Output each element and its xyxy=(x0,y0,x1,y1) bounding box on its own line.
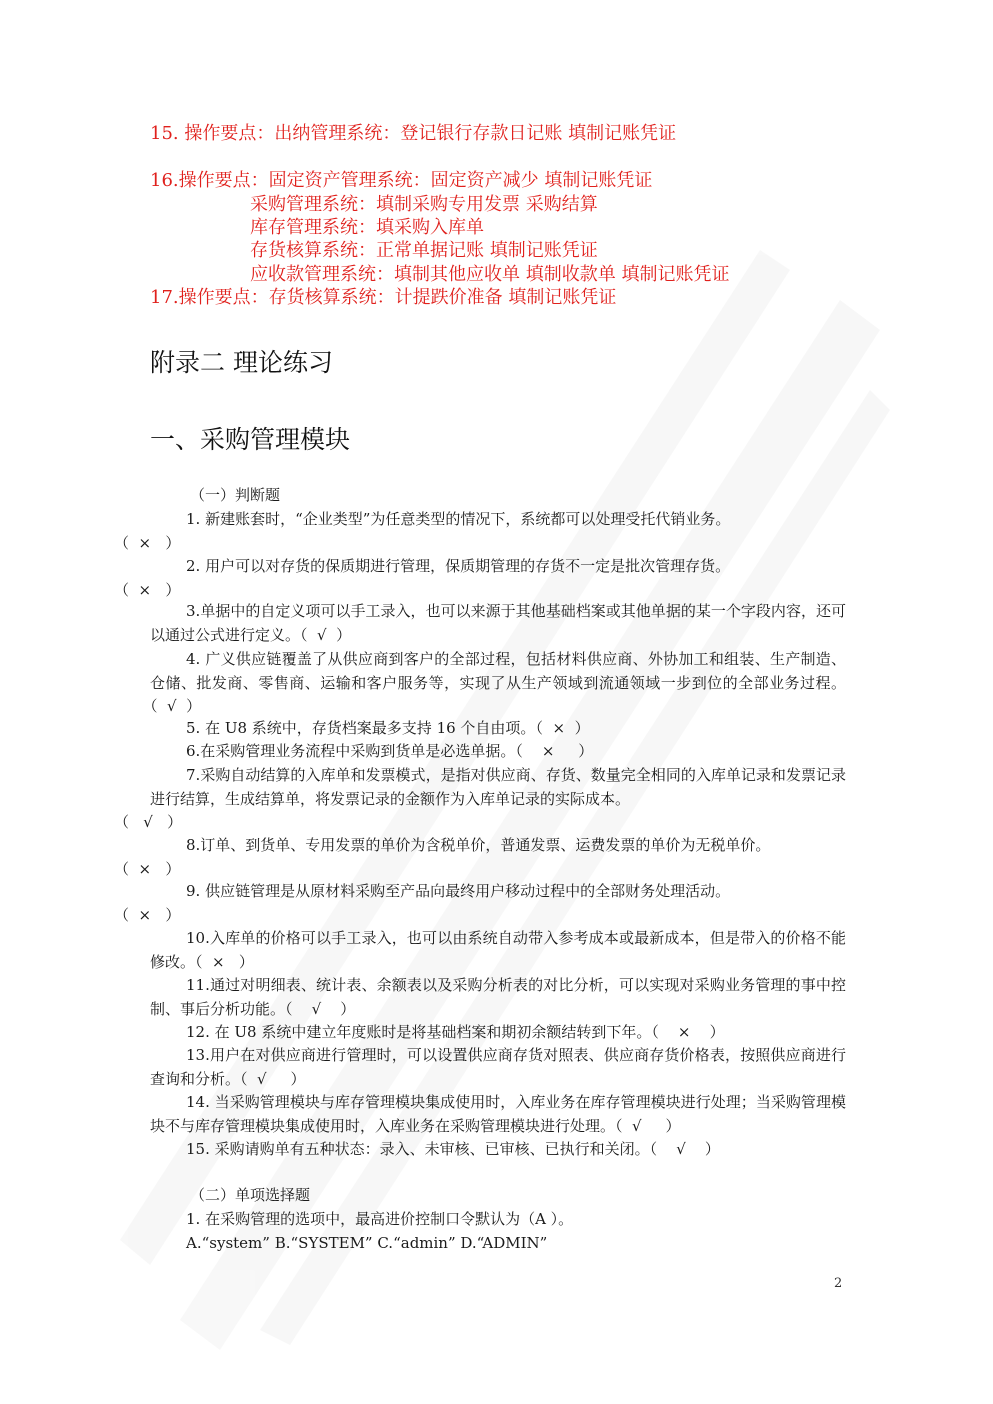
item-answer: （ × ） xyxy=(114,580,181,599)
item-text: 9. 供应链管理是从原材料采购至产品向最终用户移动过程中的全部财务处理活动。 xyxy=(186,882,731,900)
item-text: 4. 广义供应链覆盖了从供应商到客户的全部过程，包括材料供应商、外协加工和组装、生产制造、仓储、批发商、零售商、运输和客户服务等，实现了从生产领域到流通领域一步到位的全部业务过程。 xyxy=(150,650,846,692)
judgement-item xyxy=(114,555,846,602)
item-text: 14. 当采购管理模块与库存管理模块集成使用时，入库业务在库存管理模块进行处理；当采购管理模块不与库存管理模块集成使用时，入库业务在采购管理模块进行处理。 xyxy=(150,1093,846,1135)
item-text: 7.采购自动结算的入库单和发票模式，是指对供应商、存货、数量完全相同的入库单记录和发票记录进行结算，生成结算单，将发票记录的金额作为入库单记录的实际成本。 xyxy=(150,766,846,808)
judgement-item xyxy=(150,717,846,741)
item-text: 12. 在 U8 系统中建立年度账时是将基础档案和期初余额结转到下年。 xyxy=(186,1023,652,1041)
item-text: 2. 用户可以对存货的保质期进行管理，保质期管理的存货不一定是批次管理存货。 xyxy=(186,557,731,575)
single-choice-question: 1. 在采购管理的选项中，最高进价控制口令默认为（A ）。 xyxy=(186,1210,574,1228)
judgement-item xyxy=(150,648,846,719)
item-answer: （ √ ） xyxy=(649,1140,720,1158)
item-text: 13.用户在对供应商进行管理时，可以设置供应商存货对照表、供应商存货价格表，按照供应商进行查询和分析。 xyxy=(150,1046,846,1088)
single-choice-heading: （二）单项选择题 xyxy=(190,1186,311,1204)
judgement-item xyxy=(150,600,846,647)
judgement-item xyxy=(150,740,846,764)
item-text: 1. 新建账套时，“企业类型”为任意类型的情况下，系统都可以处理受托代销业务。 xyxy=(186,510,731,528)
judgement-item xyxy=(114,508,846,555)
op-item-16-sub: 存货核算系统：正常单据记账 填制记账凭证 xyxy=(250,240,598,261)
judgement-item xyxy=(150,927,846,974)
item-answer: （ × ） xyxy=(515,742,594,760)
appendix-title: 附录二 理论练习 xyxy=(150,348,333,377)
item-text: 11.通过对明细表、统计表、余额表以及采购分析表的对比分析，可以实现对采购业务管理的事中控制、事后分析功能。 xyxy=(150,976,846,1018)
item-answer: （ √ ） xyxy=(114,813,183,831)
judgement-item xyxy=(114,764,846,835)
judgement-item xyxy=(150,1138,846,1162)
item-text: 3.单据中的自定义项可以手工录入，也可以来源于其他基础档案或其他单据的某一个字段内容，还可以通过公式进行定义。 xyxy=(150,602,846,644)
section-title: 一、采购管理模块 xyxy=(150,425,351,454)
item-text: 15. 采购请购单有五种状态：录入、未审核、已审核、已执行和关闭。 xyxy=(186,1140,650,1158)
item-answer: （ × ） xyxy=(114,859,181,878)
judgement-heading: （一）判断题 xyxy=(190,486,281,504)
item-answer: （ × ） xyxy=(651,1023,725,1041)
item-answer: （ √ ） xyxy=(285,999,356,1018)
item-answer: （ √ ） xyxy=(150,697,202,715)
op-item-16-sub: 应收款管理系统：填制其他应收单 填制收款单 填制记账凭证 xyxy=(250,264,730,285)
op-item-16-sub: 库存管理系统：填采购入库单 xyxy=(250,217,484,238)
op-item-16: 16.操作要点：固定资产管理系统：固定资产减少 填制记账凭证 xyxy=(150,170,653,191)
item-answer: （ √ ） xyxy=(615,1116,681,1135)
judgement-item xyxy=(150,1021,846,1045)
item-answer: （ × ） xyxy=(195,952,254,971)
item-answer: （ × ） xyxy=(114,905,181,924)
item-answer: （ × ） xyxy=(114,533,181,552)
item-text: 6.在采购管理业务流程中采购到货单是必选单据。 xyxy=(186,742,516,760)
op-item-15: 15. 操作要点：出纳管理系统：登记银行存款日记账 填制记账凭证 xyxy=(150,123,677,144)
item-answer: （ √ ） xyxy=(240,1069,306,1088)
judgement-item xyxy=(114,880,846,927)
item-answer: （ √ ） xyxy=(300,625,352,644)
op-item-16-sub: 采购管理系统：填制采购专用发票 采购结算 xyxy=(250,194,598,215)
op-item-17: 17.操作要点：存货核算系统：计提跌价准备 填制记账凭证 xyxy=(150,287,617,308)
judgement-item xyxy=(114,834,846,881)
item-text: 5. 在 U8 系统中，存货档案最多支持 16 个自由项。 xyxy=(186,719,536,737)
judgement-item xyxy=(150,1091,846,1138)
item-answer: （ × ） xyxy=(535,719,590,737)
item-text: 10.入库单的价格可以手工录入，也可以由系统自动带入参考成本或最新成本，但是带入的价格不能修改。 xyxy=(150,929,846,971)
judgement-item xyxy=(150,974,846,1021)
item-text: 8.订单、到货单、专用发票的单价为含税单价，普通发票、运费发票的单价为无税单价。 xyxy=(186,836,771,854)
single-choice-options: A.“system” B.“SYSTEM” C.“admin” D.“ADMIN” xyxy=(186,1234,548,1252)
page-number: 2 xyxy=(834,1276,843,1291)
judgement-item xyxy=(150,1044,846,1091)
